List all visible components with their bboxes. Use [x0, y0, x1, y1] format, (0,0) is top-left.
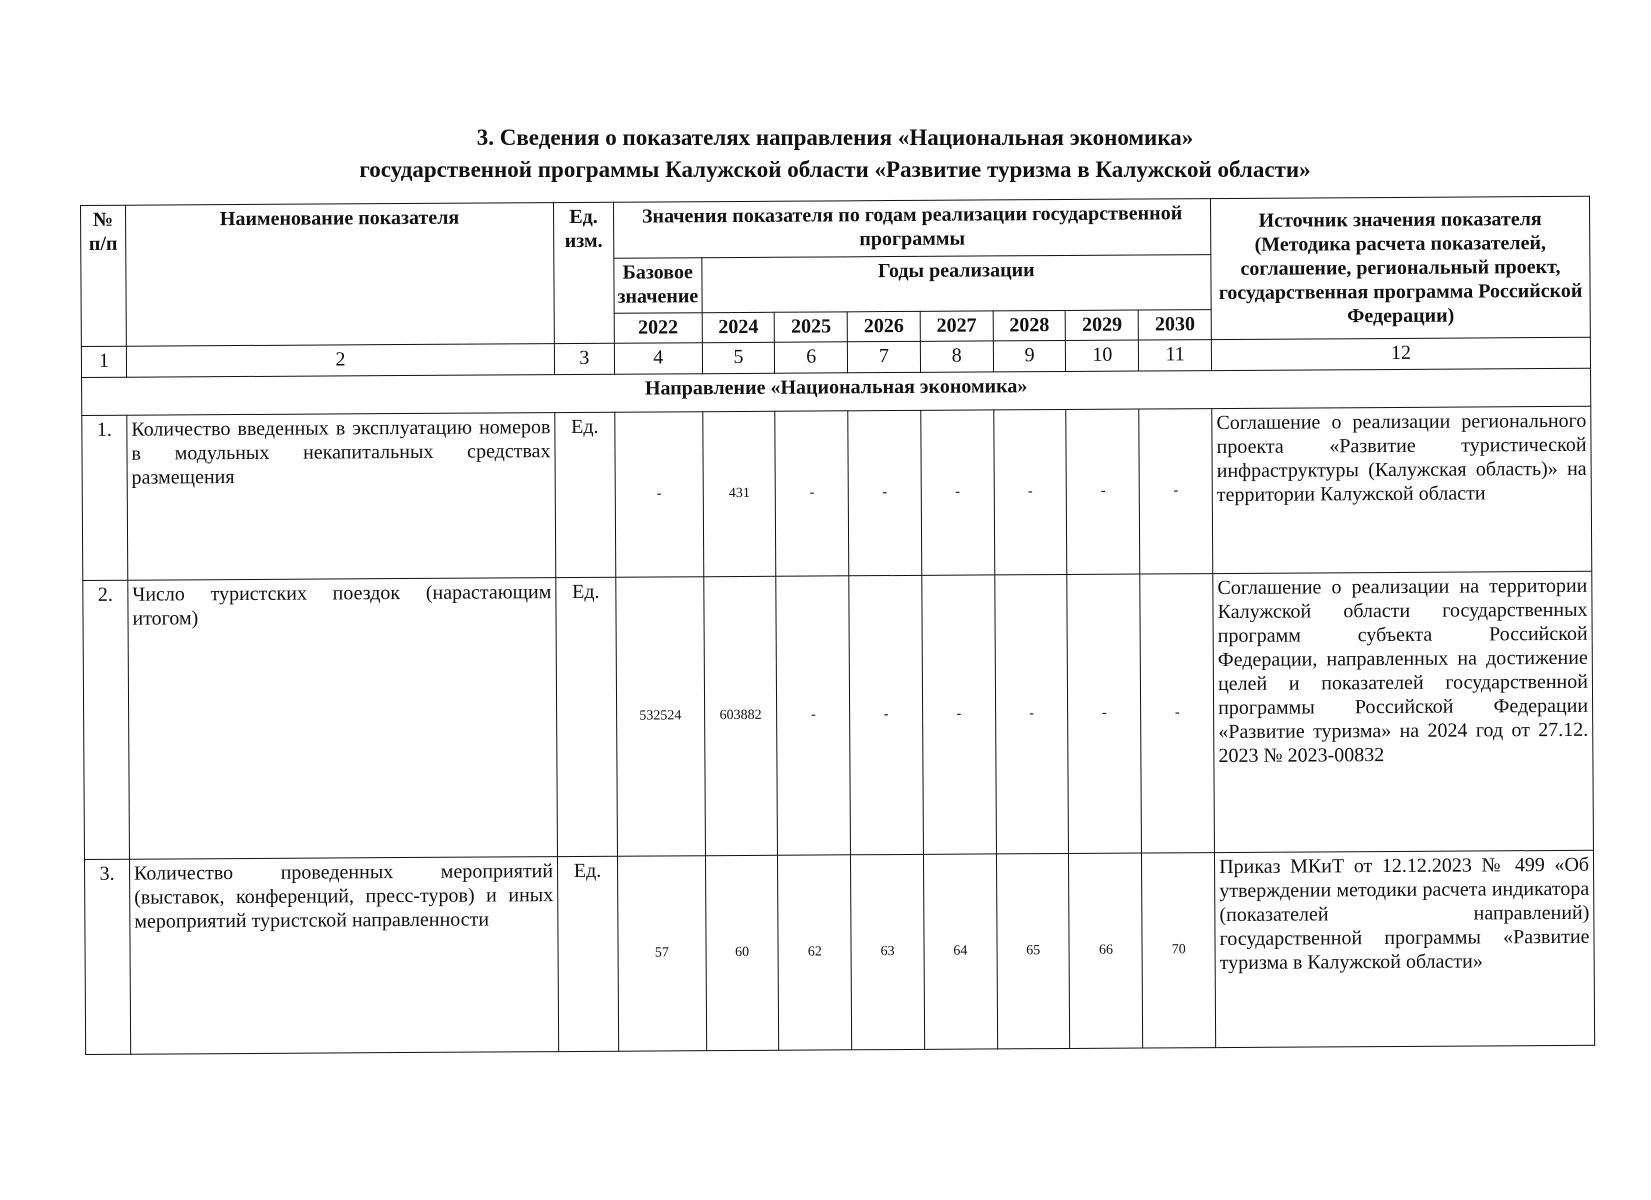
column-number: 10 — [1066, 341, 1139, 372]
header-source: Источник значения показателя (Методика расчета показателей, соглашение, региональный проект, государственная программа Российской Федерации) — [1211, 196, 1591, 340]
year-value: - — [994, 575, 1068, 854]
indicators-table — [80, 196, 1595, 1055]
base-value: - — [615, 411, 704, 577]
section-heading: Направление «Национальная экономика» — [82, 368, 1591, 415]
column-number: 6 — [775, 342, 848, 373]
year-value: - — [1140, 574, 1215, 853]
year-cell: 2025 — [775, 312, 848, 343]
table-row — [83, 571, 1594, 859]
column-number: 9 — [993, 341, 1066, 372]
year-value: - — [775, 410, 849, 576]
indicator-unit: Ед. — [555, 412, 616, 578]
year-cell: 2029 — [1066, 310, 1139, 341]
header-base: Базовое значение — [614, 257, 702, 313]
year-cell: 2024 — [702, 312, 775, 343]
year-value: - — [993, 409, 1067, 575]
row-number: 3. — [84, 859, 130, 1054]
year-value: 63 — [851, 854, 925, 1049]
year-cell: 2028 — [993, 311, 1066, 342]
column-number: 4 — [614, 343, 702, 374]
year-value: - — [921, 410, 995, 576]
column-number: 7 — [848, 342, 921, 373]
column-number: 5 — [702, 343, 775, 374]
title-line-2: государственной программы Калужской области «Развитие туризма в Калужской области» — [359, 157, 1311, 182]
year-cell: 2030 — [1138, 310, 1211, 341]
year-base: 2022 — [614, 313, 702, 344]
year-value: - — [848, 410, 922, 576]
indicator-source: Соглашение о реализации на территории Калужской области государственных программ субъекта Российской Федерации, направленных на достижение целей и показателей государственной программы Российской Федерации «Развитие туризма» на 2024 год от 27.12. 2023 № 2023-00832 — [1213, 571, 1594, 852]
column-number: 2 — [126, 344, 554, 377]
year-value: - — [776, 576, 850, 855]
header-name: Наименование показателя — [125, 203, 554, 347]
table-row — [82, 406, 1592, 581]
column-number: 12 — [1211, 338, 1590, 371]
year-value: - — [1139, 408, 1213, 574]
header-values-group: Значения показателя по годам реализации государственной программы — [613, 199, 1211, 258]
indicator-unit: Ед. — [557, 856, 618, 1051]
year-value: 70 — [1142, 853, 1216, 1048]
header-unit: Ед. изм. — [553, 202, 614, 344]
year-cell: 2027 — [920, 311, 993, 342]
year-value: 62 — [778, 855, 852, 1050]
header-years-label: Годы реализации — [701, 254, 1211, 313]
title-line-1: 3. Сведения о показателях направления «Национальная экономика» — [476, 125, 1194, 150]
indicator-name: Количество проведенных мероприятий (выставок, конференций, пресс-туров) и иных мероприятий туристской направленности — [129, 857, 558, 1055]
indicator-name: Число туристских поездок (нарастающим итогом) — [128, 578, 558, 859]
header-num: № п/п — [81, 205, 127, 347]
year-value: - — [922, 575, 996, 854]
row-number: 2. — [83, 580, 130, 859]
year-value: - — [1066, 409, 1140, 575]
year-value: 603882 — [703, 576, 777, 855]
year-value: - — [1067, 574, 1141, 853]
indicator-source: Соглашение о реализации регионального проекта «Развитие туристической инфраструктуры (Калужская область)» на территории Калужской области — [1212, 406, 1592, 574]
base-value: 57 — [617, 856, 706, 1052]
column-number: 11 — [1139, 340, 1212, 371]
base-value: 532524 — [616, 577, 705, 856]
table-row — [84, 850, 1594, 1054]
column-number: 3 — [554, 344, 614, 375]
indicator-name: Количество введенных в эксплуатацию номеров в модульных некапитальных средствах размещения — [127, 412, 556, 580]
year-value: - — [849, 576, 923, 855]
year-cell: 2026 — [847, 311, 920, 342]
row-number: 1. — [82, 415, 128, 581]
column-number: 8 — [920, 341, 993, 372]
indicator-unit: Ед. — [556, 577, 618, 856]
column-number: 1 — [81, 347, 126, 378]
year-value: 60 — [705, 855, 779, 1050]
year-value: 64 — [923, 854, 997, 1049]
page-title — [80, 122, 1590, 186]
year-value: 65 — [996, 853, 1070, 1048]
indicator-source: Приказ МКиТ от 12.12.2023 № 499 «Об утверждении методики расчета индикатора (показателей направлений) государственной программы «Развитие туризма в Калужской области» — [1215, 850, 1595, 1047]
year-value: 431 — [702, 411, 776, 577]
year-value: 66 — [1069, 853, 1143, 1048]
